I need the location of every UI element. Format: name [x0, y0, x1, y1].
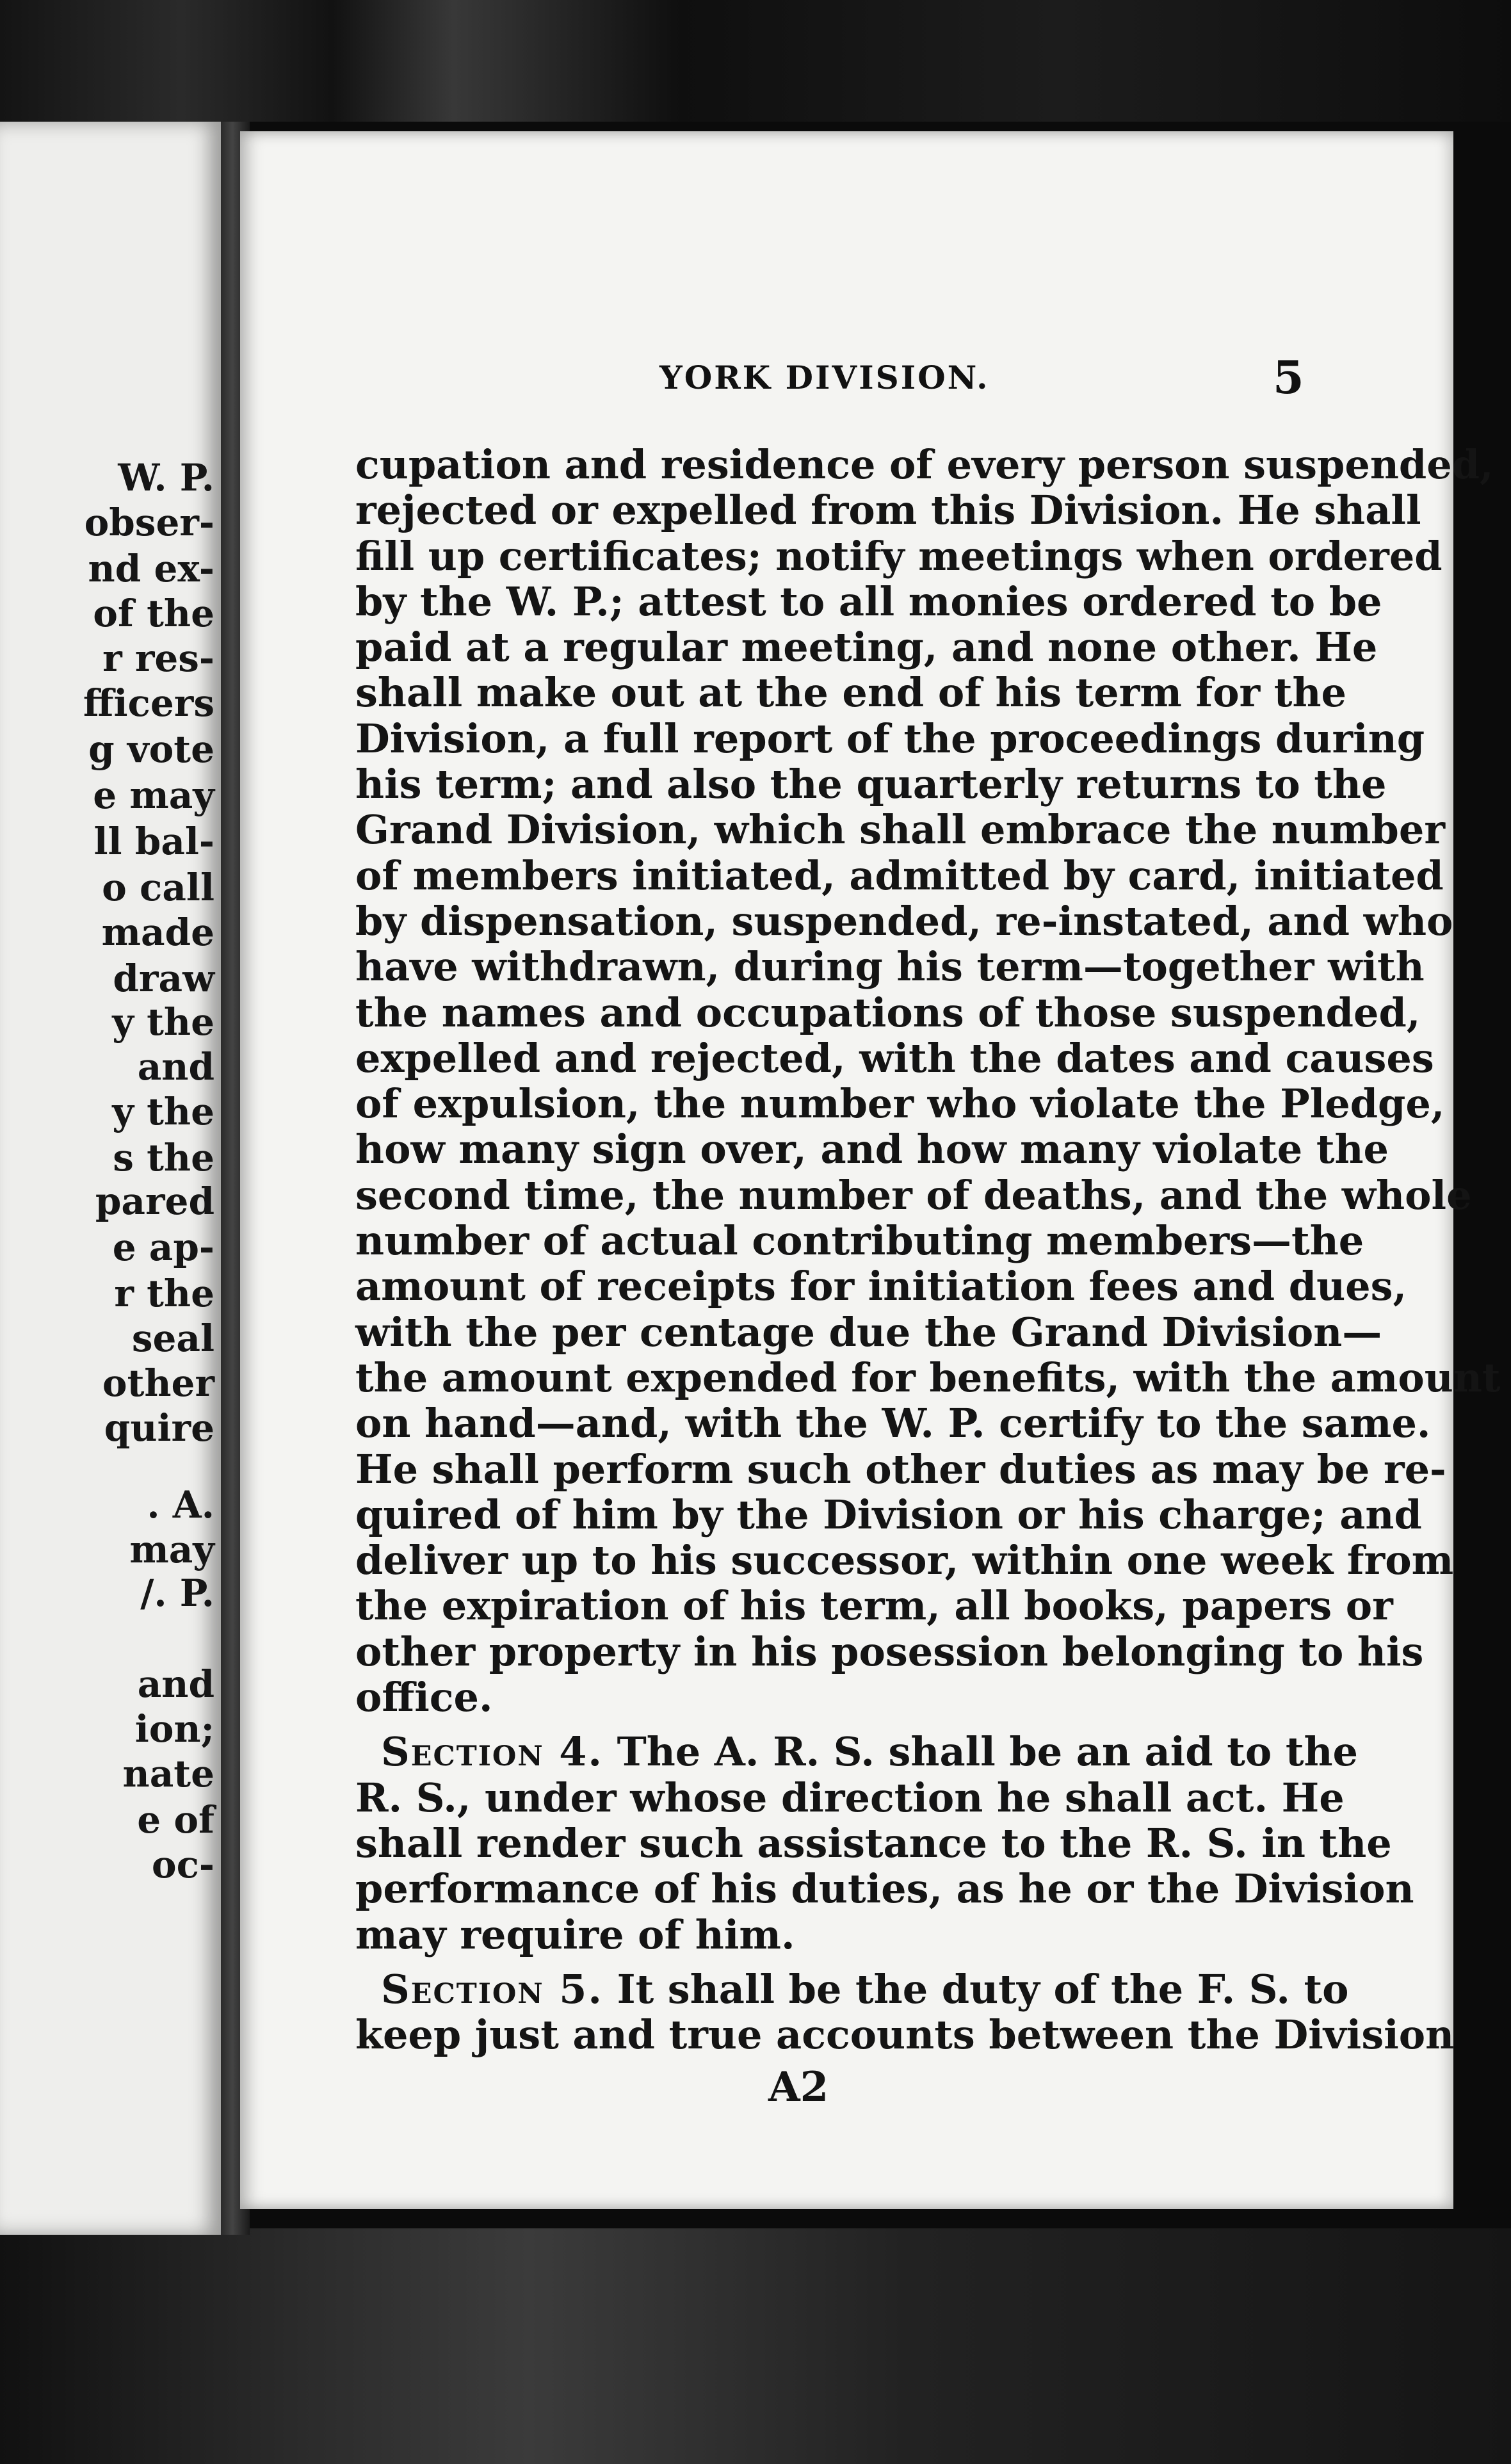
section4-heading: Section 4. — [381, 1728, 603, 1776]
left-page-fragment: and — [137, 1045, 214, 1089]
text-line: of expulsion, the number who violate the Pledge, — [355, 1080, 1445, 1128]
running-title: YORK DIVISION. — [659, 359, 990, 396]
left-page-fragment: and — [137, 1662, 214, 1706]
left-page-fragment: s the — [113, 1136, 214, 1179]
left-page-fragment: e of — [137, 1798, 214, 1842]
left-page-fragment: fficers — [83, 681, 214, 725]
left-page-fragment: e may — [93, 774, 214, 817]
left-page-fragment: r res- — [102, 636, 214, 680]
text-line: performance of his duties, as he or the Division — [355, 1865, 1414, 1913]
scan-background-bottom — [0, 2228, 1511, 2464]
left-page-fragment: draw — [113, 957, 214, 1000]
left-page-fragment: quire — [104, 1406, 214, 1450]
left-page-fragment: seal — [131, 1317, 214, 1360]
text-line: the names and occupations of those suspended, — [355, 989, 1421, 1036]
text-line: with the per centage due the Grand Division— — [355, 1308, 1382, 1356]
left-page-fragment: g vote — [88, 727, 214, 771]
left-page-fragment: nd ex- — [88, 547, 214, 590]
page-number: 5 — [1273, 351, 1304, 404]
text-line: may require of him. — [355, 1911, 795, 1958]
text-line: paid at a regular meeting, and none other. He — [355, 624, 1378, 671]
left-page-fragment: of the — [93, 592, 214, 635]
text-line: by dispensation, suspended, re-instated, and who — [355, 897, 1453, 944]
text-line: quired of him by the Division or his charge; and — [355, 1491, 1422, 1538]
text-line: Grand Division, which shall embrace the number — [355, 806, 1446, 854]
left-page-fragment: r the — [114, 1272, 214, 1315]
scan-background-top — [0, 0, 1511, 122]
left-page-edge — [0, 122, 221, 2235]
text-line: how many sign over, and how many violate the — [355, 1126, 1389, 1173]
text-line: other property in his posession belonging to his — [355, 1628, 1424, 1675]
left-page-fragment: o call — [102, 866, 214, 909]
text-line: amount of receipts for initiation fees and dues, — [355, 1263, 1407, 1310]
left-page-fragment: obser- — [84, 501, 214, 544]
left-page-fragment: may — [129, 1528, 214, 1571]
section5-first-line — [355, 1965, 1349, 2013]
text-line: second time, the number of deaths, and the whole — [355, 1171, 1472, 1219]
text-line: shall render such assistance to the R. S. in the — [355, 1819, 1392, 1867]
text-line: expelled and rejected, with the dates and causes — [355, 1034, 1434, 1082]
left-page-fragment: e ap- — [112, 1226, 214, 1269]
text-line: Division, a full report of the proceedings during — [355, 715, 1425, 762]
page-body — [355, 441, 1501, 2059]
left-page-fragment: . A. — [147, 1483, 214, 1527]
left-page-fragment: nate — [122, 1752, 214, 1795]
text-line: by the W. P.; attest to all monies ordered to be — [355, 578, 1382, 625]
left-page-fragment: y the — [112, 1000, 214, 1044]
text-line: office. — [355, 1674, 493, 1721]
text-line: the amount expended for benefits, with the amount — [355, 1354, 1501, 1401]
left-page-fragment: oc- — [151, 1843, 214, 1886]
text-line: fill up certificates; notify meetings when ordered — [355, 532, 1442, 580]
left-page-fragment: other — [102, 1361, 214, 1405]
text-line: keep just and true accounts between the Division — [355, 2011, 1455, 2059]
text-line: his term; and also the quarterly returns to the — [355, 761, 1387, 808]
section5-heading: Section 5. — [381, 1965, 603, 2013]
text-line: on hand—and, with the W. P. certify to the same. — [355, 1400, 1431, 1447]
text-line: deliver up to his successor, within one week from — [355, 1537, 1454, 1584]
section4-text: The A. R. S. shall be an aid to the — [617, 1728, 1358, 1776]
signature-mark: A2 — [768, 2063, 829, 2111]
left-page-fragment: y the — [112, 1090, 214, 1133]
text-line: the expiration of his term, all books, papers or — [355, 1582, 1393, 1630]
text-line: number of actual contributing members—the — [355, 1217, 1364, 1265]
text-line: He shall perform such other duties as may be re- — [355, 1445, 1446, 1493]
left-page-fragment: /. P. — [140, 1571, 214, 1615]
left-page-fragment: ion; — [134, 1707, 214, 1751]
text-line: shall make out at the end of his term for the — [355, 669, 1346, 717]
text-line: rejected or expelled from this Division. He shall — [355, 487, 1421, 534]
section5-text: It shall be the duty of the F. S. to — [617, 1965, 1349, 2013]
left-page-fragment: pared — [95, 1179, 214, 1223]
text-line: have withdrawn, during his term—together with — [355, 943, 1425, 991]
section4-first-line — [355, 1728, 1358, 1776]
left-page-fragment: made — [101, 911, 214, 954]
left-page-fragment: ll bal- — [93, 820, 214, 863]
text-line: of members initiated, admitted by card, initiated — [355, 852, 1444, 899]
text-line: R. S., under whose direction he shall act. He — [355, 1774, 1345, 1821]
left-page-fragment: W. P. — [118, 456, 214, 499]
text-line: cupation and residence of every person suspended, — [355, 441, 1494, 488]
